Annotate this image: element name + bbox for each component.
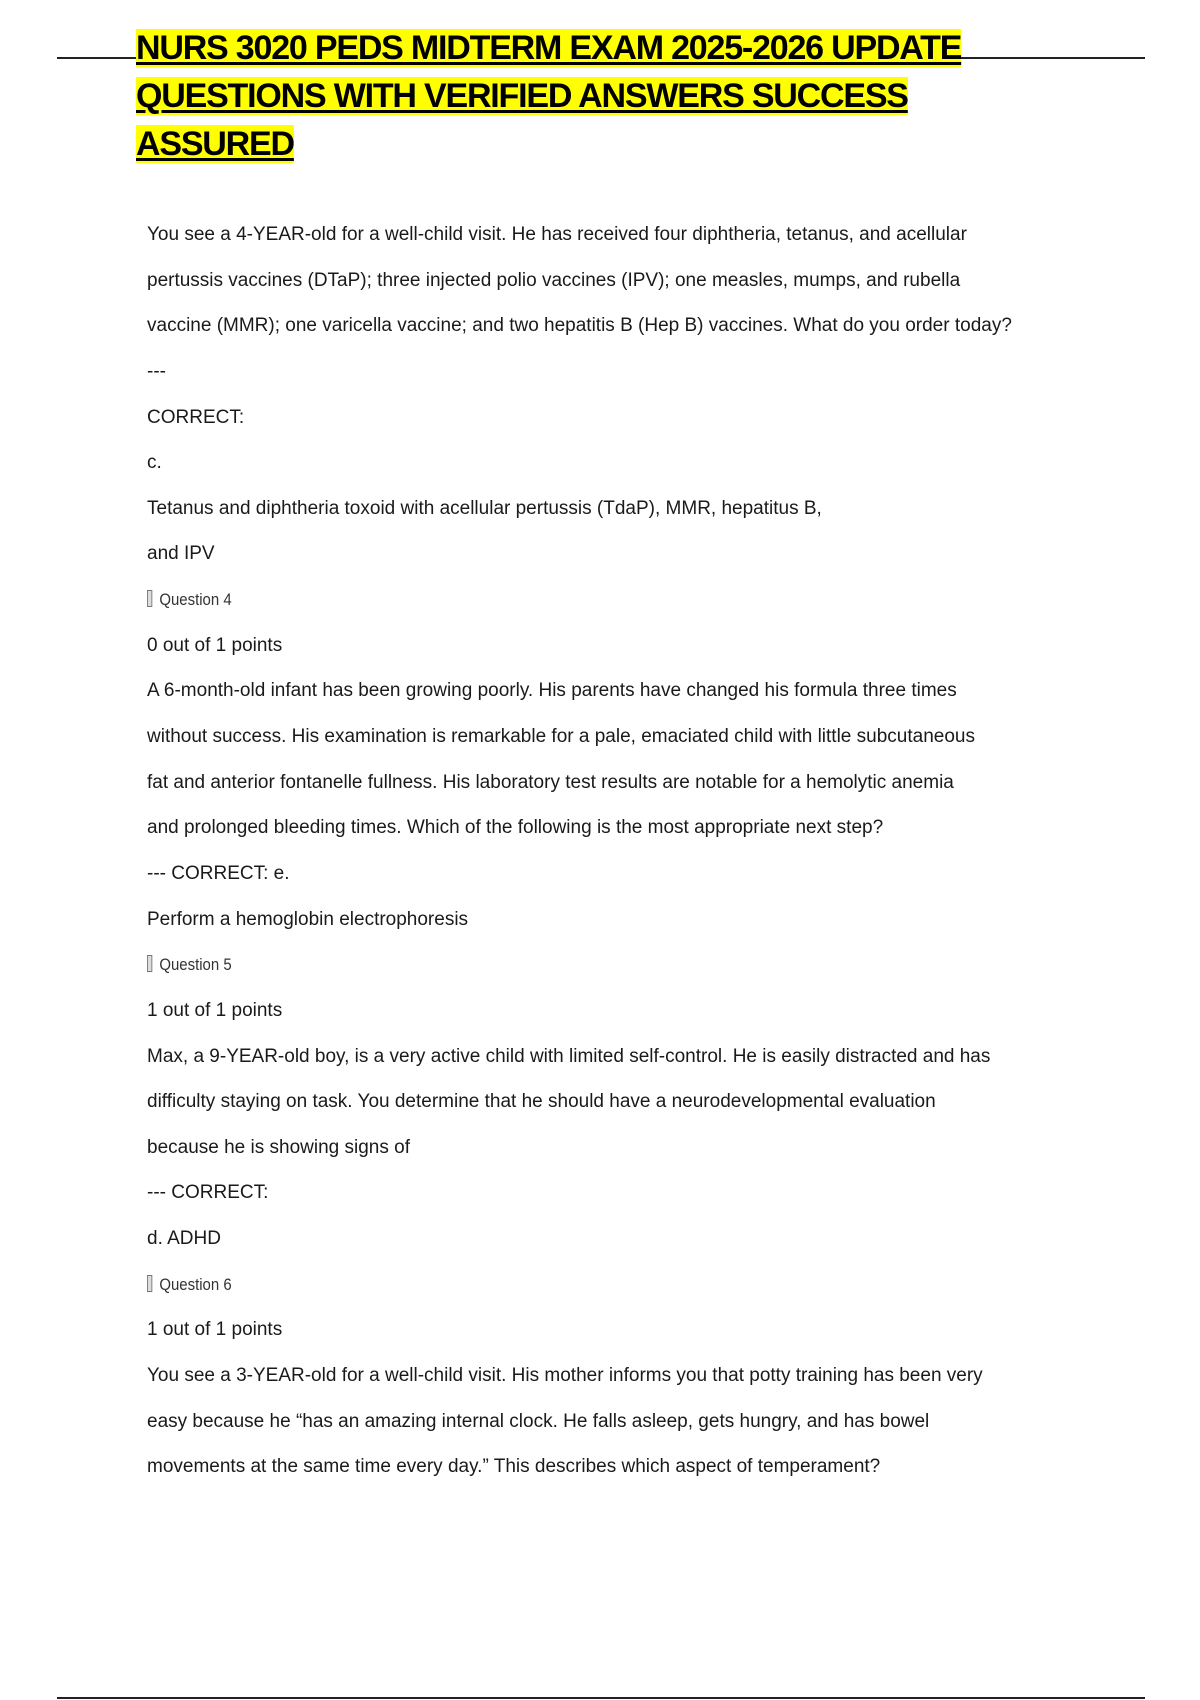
text-line: 1 out of 1 points [147,999,283,1021]
text-line: 1 out of 1 points [147,1319,283,1341]
text-line: d. ADHD [147,1228,221,1250]
missing-glyph-icon [147,1275,152,1292]
text-line: fat and anterior fontanelle fullness. His laboratory test results are notable for a hemolytic anemia [147,771,954,793]
text-line: --- [147,360,166,382]
text-line: movements at the same time every day.” This describes which aspect of temperament? [147,1456,881,1478]
text-line: CORRECT: [147,406,245,428]
question-heading [147,1262,992,1308]
text-line: You see a 3-YEAR-old for a well-child visit. His mother informs you that potty training has been very [147,1365,983,1387]
text-line: without success. His examination is remarkable for a pale, emaciated child with little subcutaneous [147,726,975,748]
text-line: easy because he “has an amazing internal clock. He falls asleep, gets hungry, and has bowel [147,1410,930,1432]
text-line: pertussis vaccines (DTaP); three injected polio vaccines (IPV); one measles, mumps, and rubella [147,269,961,291]
text-line: A 6-month-old infant has been growing poorly. His parents have changed his formula three times [147,680,957,702]
text-line: and prolonged bleeding times. Which of the following is the most appropriate next step? [147,817,884,839]
text-line: Perform a hemoglobin electrophoresis [147,908,469,930]
document-body [147,212,1107,1490]
text-line: Max, a 9-YEAR-old boy, is a very active child with limited self-control. He is easily distracted and has [147,1045,991,1067]
text-line: You see a 4-YEAR-old for a well-child visit. He has received four diphtheria, tetanus, and acellular [147,224,967,245]
missing-glyph-icon [147,955,152,972]
missing-glyph-icon [147,590,152,607]
text-line: and IPV [147,543,215,565]
title-line: NURS 3020 PEDS MIDTERM EXAM 2025-2026 UPDATE [136,29,962,67]
title-line: QUESTIONS WITH VERIFIED ANSWERS SUCCESS [136,77,908,115]
text-line: Tetanus and diphtheria toxoid with acellular pertussis (TdaP), MMR, hepatitus B, [147,497,822,519]
title-line: ASSURED [136,125,294,163]
text-line: --- CORRECT: [147,1182,269,1204]
question-label: Question 6 [159,1274,232,1294]
text-line: vaccine (MMR); one varicella vaccine; and two hepatitis B (Hep B) vaccines. What do you order today? [147,315,1012,337]
text-line: c. [147,452,162,474]
text-line: because he is showing signs of [147,1136,410,1158]
text-line: difficulty staying on task. You determine that he should have a neurodevelopmental evaluation [147,1091,936,1113]
question-heading [147,577,992,623]
question-label: Question 4 [159,590,232,610]
question-label: Question 5 [159,955,232,975]
text-line: 0 out of 1 points [147,634,283,656]
document-title [136,24,1096,168]
question-heading [147,942,992,988]
text-line: --- CORRECT: e. [147,862,290,884]
footer-rule [57,1697,1145,1699]
